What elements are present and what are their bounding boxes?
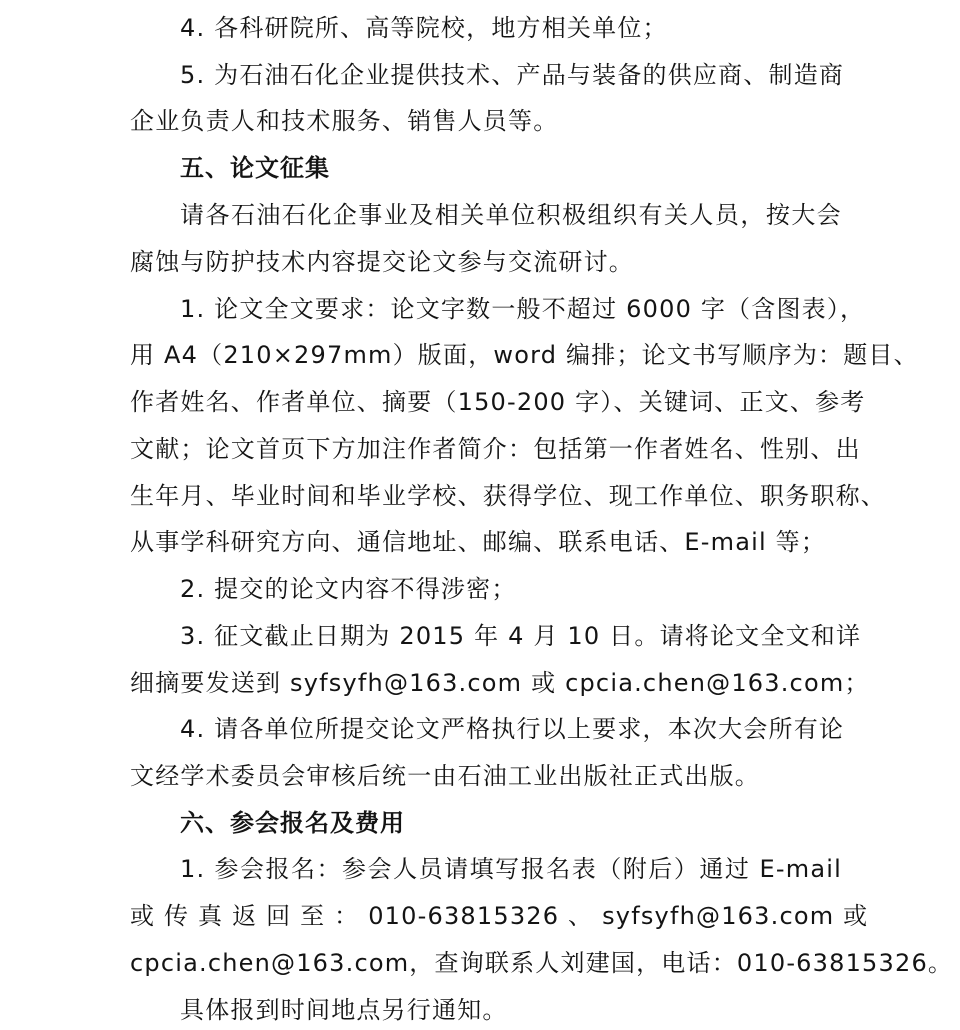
- paragraph-line: 企业负责人和技术服务、销售人员等。: [130, 107, 559, 135]
- section-heading-paper-call: 五、论文征集: [180, 154, 330, 182]
- paragraph-line: 细摘要发送到 syfsyfh@163.com 或 cpcia.chen@163.com；: [130, 669, 870, 697]
- paragraph-line: 具体报到时间地点另行通知。: [180, 996, 508, 1024]
- paragraph-line: 从事学科研究方向、通信地址、邮编、联系电话、E-mail 等；: [130, 528, 827, 556]
- paragraph-line: 作者姓名、作者单位、摘要（150-200 字）、关键词、正文、参考: [130, 388, 866, 416]
- paragraph-line: 生年月、毕业时间和毕业学校、获得学位、现工作单位、职务职称、: [130, 482, 886, 510]
- paragraph-line: 请各石油石化企事业及相关单位积极组织有关人员，按大会: [180, 201, 842, 229]
- paragraph-line: 文献；论文首页下方加注作者简介：包括第一作者姓名、性别、出: [130, 435, 861, 463]
- paragraph-line: 文经学术委员会审核后统一由石油工业出版社正式出版。: [130, 762, 760, 790]
- list-item-5-suppliers: 5. 为石油石化企业提供技术、产品与装备的供应商、制造商: [180, 61, 845, 89]
- paragraph-line: 腐蚀与防护技术内容提交论文参与交流研讨。: [130, 248, 634, 276]
- paragraph-line: 用 A4（210×297mm）版面，word 编排；论文书写顺序为：题目、: [130, 341, 919, 369]
- paragraph-line: cpcia.chen@163.com，查询联系人刘建国，电话：010-63815326。: [130, 949, 954, 977]
- paper-requirement-item-3: 3. 征文截止日期为 2015 年 4 月 10 日。请将论文全文和详: [180, 622, 862, 650]
- paragraph-line: 或 传 真 返 回 至 ： 010-63815326 、 syfsyfh@163.com 或: [130, 902, 869, 930]
- paper-requirement-item-2: 2. 提交的论文内容不得涉密；: [180, 575, 517, 603]
- section-heading-registration: 六、参会报名及费用: [180, 809, 405, 837]
- list-item-4-institutes: 4. 各科研院所、高等院校，地方相关单位；: [180, 14, 668, 42]
- paper-requirement-item-1: 1. 论文全文要求：论文字数一般不超过 6000 字（含图表），: [180, 295, 866, 323]
- registration-item-1: 1. 参会报名：参会人员请填写报名表（附后）通过 E-mail: [180, 855, 842, 883]
- paper-requirement-item-4: 4. 请各单位所提交论文严格执行以上要求，本次大会所有论: [180, 715, 845, 743]
